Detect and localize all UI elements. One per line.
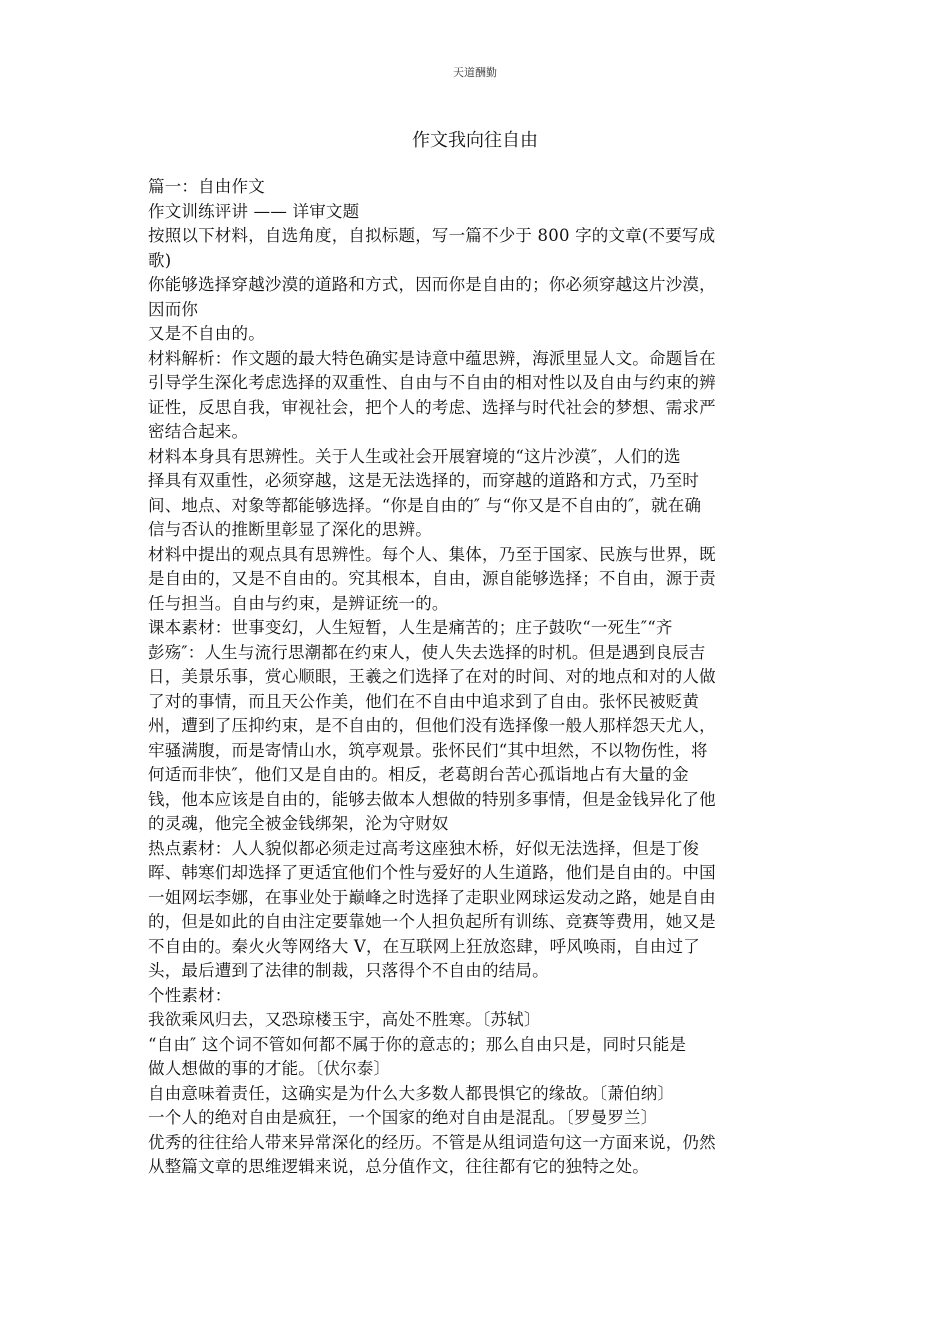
text-line: 任与担当。自由与约束，是辨证统一的。 — [148, 593, 449, 613]
text-line: 自由意味着责任，这确实是为什么大多数人都畏惧它的缘故。〔萧伯纳〕 — [148, 1083, 675, 1103]
text-line: 牢骚满腹，而是寄情山水，筑亭观景。张怀民们“其中坦然，不以物伤性，将 — [148, 740, 708, 760]
document-title: 作文我向往自由 — [412, 130, 538, 151]
text-line: 篇一：自由作文 — [148, 177, 265, 196]
text-line: 从整篇文章的思维逻辑来说，总分值作文，往往都有它的独特之处。 — [148, 1157, 649, 1176]
text-line: 按照以下材料，自选角度，自拟标题，写一篇不少于 800 字的文章(不要写成 — [148, 226, 716, 245]
text-line: 晖、韩寒们却选择了更适宜他们个性与爱好的人生道路，他们是自由的。中国 — [148, 863, 716, 882]
text-line: 间、地点、对象等都能够选择。“你是自由的″ 与“你又是不自由的″，就在确 — [148, 495, 702, 515]
text-line: 密结合起来。 — [148, 422, 249, 441]
text-line: 我欲乘风归去，又恐琼楼玉宇，高处不胜寒。〔苏轼〕 — [148, 1010, 541, 1029]
text-line: 歌) — [148, 250, 172, 270]
text-line: 何适而非快″，他们又是自由的。相反，老葛朗台苦心孤诣地占有大量的金 — [148, 765, 689, 784]
text-line: 的，但是如此的自由注定要靠她一个人担负起所有训练、竞赛等费用，她又是 — [148, 912, 716, 931]
text-line: 择具有双重性，必须穿越，这是无法选择的，而穿越的道路和方式，乃至时 — [148, 471, 700, 490]
text-line: “自由″ 这个词不管如何都不属于你的意志的；那么自由只是，同时只能是 — [148, 1034, 687, 1054]
text-line: 热点素材：人人貌似都必须走过高考这座独木桥，好似无法选择，但是丁俊 — [148, 838, 700, 858]
text-line: 的灵魂，他完全被金钱绑架，沦为守财奴 — [148, 814, 449, 833]
text-line: 优秀的往往给人带来异常深化的经历。不管是从组词造句这一方面来说，仍然 — [148, 1132, 716, 1152]
text-line: 引导学生深化考虑选择的双重性、自由与不自由的相对性以及自由与约束的辨 — [148, 373, 716, 392]
text-line: 课本素材：世事变幻，人生短暂，人生是痛苦的；庄子鼓吹“一死生″“齐 — [148, 618, 673, 637]
text-line: 是自由的，又是不自由的。究其根本，自由，源自能够选择；不自由，源于责 — [148, 569, 716, 588]
text-line: 又是不自由的。 — [148, 324, 265, 343]
page-header: 天道酬勤 — [453, 66, 497, 79]
text-line: 作文训练评讲 —— 详审文题 — [148, 201, 360, 221]
text-line: 头，最后遭到了法律的制裁，只落得个不自由的结局。 — [148, 961, 549, 980]
text-line: 不自由的。秦火火等网络大 V，在互联网上狂放恣肆，呼风唤雨，自由过了 — [148, 936, 700, 956]
text-line: 做人想做的事的才能。〔伏尔泰〕 — [148, 1059, 391, 1078]
text-line: 彭殇″：人生与流行思潮都在约束人，使人失去选择的时机。但是遇到良辰吉 — [148, 642, 706, 662]
text-line: 个性素材： — [148, 985, 232, 1005]
text-line: 因而你 — [148, 299, 199, 319]
text-line: 日，美景乐事，赏心顺眼，王羲之们选择了在对的时间、对的地点和对的人做 — [148, 667, 716, 686]
text-line: 钱，他本应该是自由的，能够去做本人想做的特别多事情，但是金钱异化了他 — [148, 789, 716, 809]
text-line: 州，遭到了压抑约束，是不自由的，但他们没有选择像一般人那样怨天尤人， — [148, 716, 716, 735]
text-line: 一个人的绝对自由是疯狂，一个国家的绝对自由是混乱。〔罗曼罗兰〕 — [148, 1108, 658, 1127]
text-line: 材料解析：作文题的最大特色确实是诗意中蕴思辨，海派里显人文。命题旨在 — [148, 348, 716, 368]
document-body — [148, 175, 808, 1180]
text-line: 一姐网坛李娜，在事业处于巅峰之时选择了走职业网球运发动之路，她是自由 — [148, 887, 716, 907]
text-line: 你能够选择穿越沙漠的道路和方式，因而你是自由的；你必须穿越这片沙漠， — [148, 275, 716, 294]
text-line: 材料本身具有思辨性。关于人生或社会开展窘境的“这片沙漠″，人们的选 — [148, 446, 681, 466]
text-line: 证性，反思自我，审视社会，把个人的考虑、选择与时代社会的梦想、需求严 — [148, 397, 716, 417]
text-line: 了对的事情，而且天公作美，他们在不自由中追求到了自由。张怀民被贬黄 — [148, 691, 700, 711]
text-line: 信与否认的推断里彰显了深化的思辨。 — [148, 520, 432, 539]
text-line: 材料中提出的观点具有思辨性。每个人、集体，乃至于国家、民族与世界，既 — [148, 544, 716, 564]
